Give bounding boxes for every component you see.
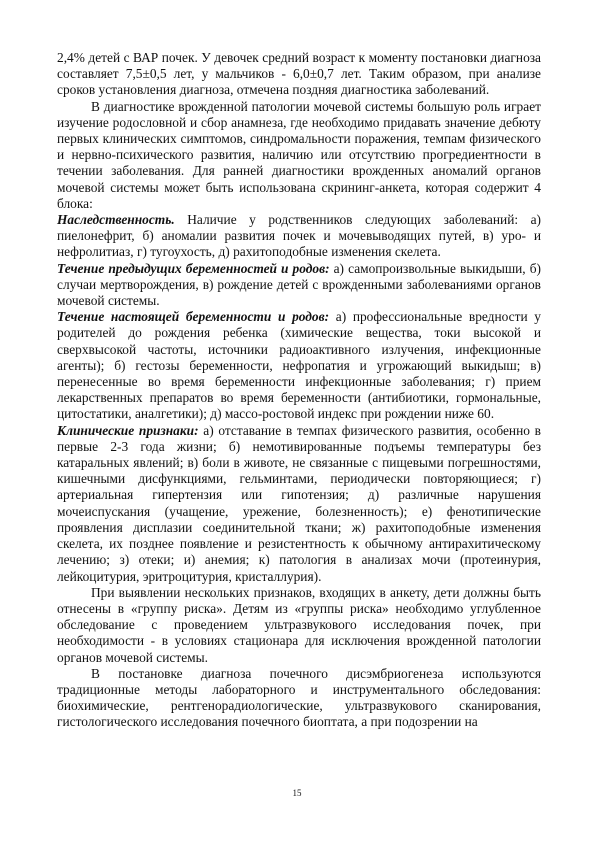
paragraph-2: В диагностике врожденной патологии мочевой системы большую роль играет изучение родословной и сбор анамнеза, где необходимо придавать значение дебюту первых клинических симптомов, синдромальности поражения, темпам физического и нервно-психического развития, наличию или отсутствию прогредиентности в течении заболевания. Для ранней диагностики врожденных аномалий органов мочевой системы может быть использована скрининг-анкета, которая содержит 4 блока: <box>57 98 541 211</box>
page-number: 15 <box>292 788 302 798</box>
paragraph-heredity <box>57 212 541 261</box>
section-text-heredity: Наличие у родственников следующих заболеваний: а) пиелонефрит, б) аномалии развития почек и мочевыводящих путей, в) уро- и нефролитиаз, г) тугоухость, д) рахитоподобные изменения скелета. <box>57 212 541 260</box>
section-heading-current-pregnancy: Течение настоящей беременности и родов: <box>57 309 330 325</box>
paragraph-current-pregnancy <box>57 309 541 422</box>
section-heading-heredity: Наследственность. <box>57 212 175 228</box>
section-text-clinical-signs: а) отставание в темпах физического развития, особенно в первые 2-3 года жизни; б) немотивированные подъемы температуры без катаральных явлений; в) боли в животе, не связанные с пищевыми погрешностями, кишечными дисфункциями, гельминтами, периодически повторяющиеся; г) артериальная гипертензия или гипотензия; д) различные нарушения мочеиспускания (учащение, урежение, болезненность); е) фенотипические проявления дисплазии соединительной ткани; ж) рахитоподобные изменения скелета, их позднее появление и резистентность к обычному антирахитическому лечению; з) отеки; и) анемия; к) патология в анализах мочи (протеинурия, лейкоцитурия, эритроцитурия, кристаллурия). <box>57 422 541 584</box>
paragraph-risk-group: При выявлении нескольких признаков, входящих в анкету, дети должны быть отнесены в «группу риска». Детям из «группы риска» необходимо углубленное обследование с проведением ультразвукового исследования почек, при необходимости - в условиях стационара для исключения врожденной патологии органов мочевой системы. <box>57 584 541 665</box>
paragraph-previous-pregnancies <box>57 261 541 310</box>
section-text-previous-pregnancies: а) самопроизвольные выкидыши, б) случаи мертворождения, в) рождение детей с врожденными заболеваниями органов мочевой системы. <box>57 260 541 309</box>
body-text <box>57 50 541 731</box>
paragraph-diagnosis-methods: В постановке диагноза почечного дисэмбриогенеза используются традиционные методы лабораторного и инструментального обследования: биохимические, рентгенорадиологические, ультразвукового сканирования, гистологического исследования почечного биоптата, а при подозрении на <box>57 665 541 730</box>
section-heading-previous-pregnancies: Течение предыдущих беременностей и родов: <box>57 260 330 276</box>
paragraph-clinical-signs <box>57 423 541 585</box>
paragraph-1: 2,4% детей с ВАР почек. У девочек средний возраст к моменту постановки диагноза составляет 7,5±0,5 лет, у мальчиков - 6,0±0,7 лет. Таким образом, при анализе сроков установления диагноза, отмечена поздняя диагностика заболеваний. <box>57 50 541 98</box>
section-heading-clinical-signs: Клинические признаки: <box>57 422 199 438</box>
section-text-current-pregnancy: а) профессиональные вредности у родителей до рождения ребенка (химические вещества, токи высокой и сверхвысокой частоты, источники радиоактивного излучения, инфекционные агенты); б) гестозы беременности, нефропатия и угрожающий выкидыш; в) перенесенные во время беременности инфекционные заболевания; г) прием лекарственных препаратов во время беременности (антибиотики, гормональные, цитостатики, аналгетики); д) массо-ростовой индекс при рождении ниже 60. <box>57 309 541 422</box>
